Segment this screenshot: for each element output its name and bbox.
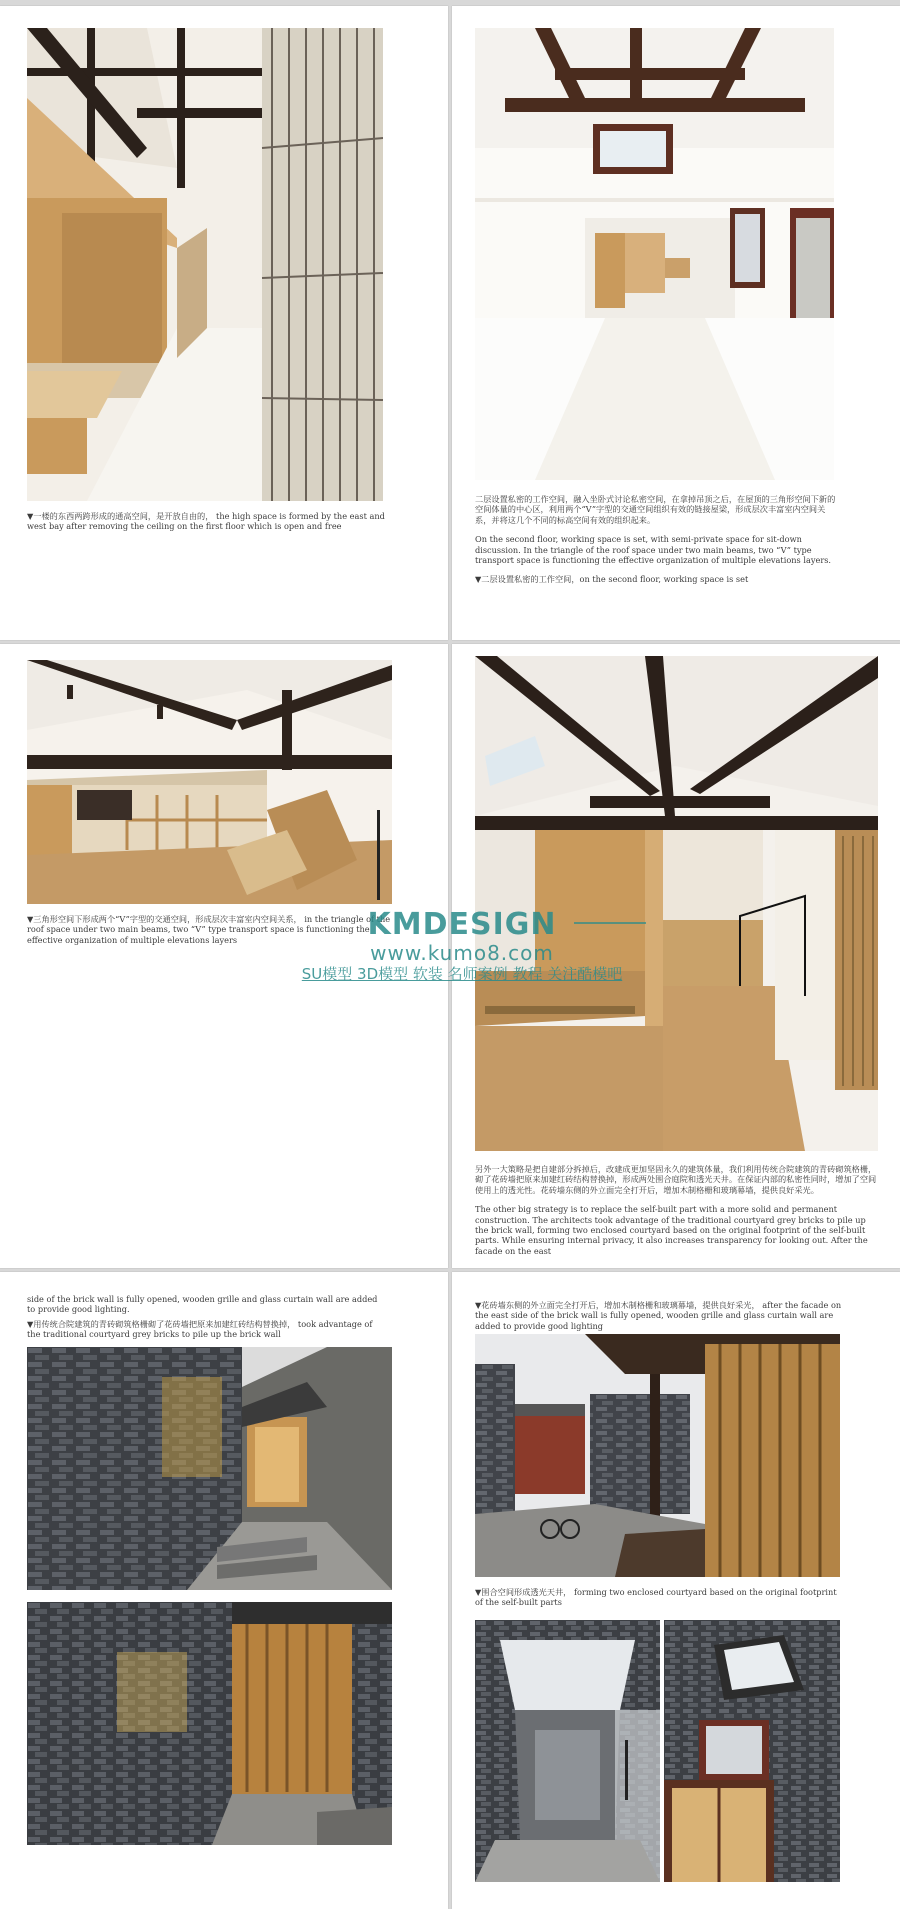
caption-5: [27, 1319, 387, 1340]
photo-v-transport-space: [27, 660, 392, 904]
watermark-title: KMDESIGN: [367, 907, 557, 942]
page-6: [452, 1272, 900, 1909]
caption-6a-en: after the facade on the east side of the brick wall is fully opened, wooden grille and glass curtain wall are added to provide good lighting: [475, 1300, 842, 1331]
caption-2: ▼二层设置私密的工作空间，on the second floor, working space is set: [475, 574, 749, 585]
photo-roof-beams-stair: [475, 656, 878, 1151]
para-4-en: The other big strategy is to replace the self-built part with a more solid and permanent construction. The architects took advantage of the traditional courtyard grey bricks to pile up the brick wall, forming two enclosed courtyard based on the original footprint of the self-built parts. While ensuring internal privacy, it also increases transparency for looking out. After the facade on the east: [475, 1204, 868, 1256]
watermark: [262, 908, 662, 988]
caption-6b-zh: ▼围合空间形成透光天井，: [475, 1587, 572, 1597]
caption-6a-zh: ▼花砖墙东侧的外立面完全打开后，增加木制格栅和玻璃幕墙，提供良好采光，: [475, 1300, 760, 1310]
para-1-en: On the second floor, working space is set, with semi-private space for sit-down discussion. In the triangle of the roof space under two main beams, two “V” type transport space is functioning the effective organization of multiple elevations layers.: [475, 534, 832, 566]
caption-3-en: in the triangle of the roof space under two main beams, two “V” type transport space is functioning the effective organization of multiple elevations layers: [27, 914, 391, 945]
page-5-text: [27, 1294, 387, 1349]
caption-6a: [475, 1300, 845, 1331]
page-2: [452, 6, 900, 640]
para-4-zh: 另外一大策略是把自建部分拆掉后，改建成更加坚固永久的建筑体量，我们利用传统合院建筑的青砖砌筑格栅，砌了花砖墙把原来加建红砖结构替换掉，形成两处围合庭院和透光天井。在保证内部的私密性同时，增加了空间使用上的透光性。花砖墙东侧的外立面完全打开后，增加木制格栅和玻璃幕墙，提供良好采光。: [475, 1164, 877, 1195]
page-4-text: [475, 1164, 878, 1265]
caption-5-en: took advantage of the traditional courtyard grey bricks to pile up the brick wall: [27, 1318, 373, 1340]
watermark-url[interactable]: www.kumo8.com: [370, 941, 554, 965]
page-5: [0, 1272, 448, 1909]
photo-double-height-space: [27, 28, 383, 501]
caption-1-en: the high space is formed by the east and west bay after removing the ceiling on the first floor which is open and free: [27, 511, 385, 532]
caption-3-zh: ▼三角形空间下形成两个“V”字型的交通空间，形成层次丰富室内空间关系，: [27, 914, 302, 924]
photo-brick-wall-courtyard-1: [27, 1347, 392, 1590]
photo-brick-wall-courtyard-2: [27, 1602, 392, 1845]
caption-5-zh: ▼用传统合院建筑的青砖砌筑格栅砌了花砖墙把原来加建红砖结构替换掉，: [27, 1318, 296, 1329]
photo-light-well-left: [475, 1620, 660, 1882]
photo-east-facade-grille: [475, 1334, 840, 1577]
caption-1-zh: ▼一楼的东西两跨形成的通高空间，是开放自由的，: [27, 511, 214, 521]
watermark-tagline[interactable]: SU模型 3D模型 软装 名师案例 教程 关注酷模吧: [301, 965, 623, 983]
caption-6b-en: forming two enclosed courtyard based on the original footprint of the self-built parts: [475, 1587, 837, 1608]
caption-1: [27, 511, 385, 532]
page-1: [0, 6, 448, 640]
caption-6b: [475, 1587, 845, 1608]
para-5-cont: side of the brick wall is fully opened, wooden grille and glass curtain wall are added to provide good lighting.: [27, 1294, 378, 1315]
photo-second-floor-workspace: [475, 28, 834, 480]
page-2-text: [475, 494, 836, 594]
photo-light-well-right: [664, 1620, 840, 1882]
para-1-zh: 二层设置私密的工作空间，融入坐卧式讨论私密空间，在拿掉吊顶之后，在屋顶的三角形空间下新的空间体量的中心区，利用两个“V”字型的交通空间组织有效的链接屋梁，形成层次丰富室内空间关系，并将这几个不同的标高空间有效的组织起来。: [475, 494, 836, 525]
